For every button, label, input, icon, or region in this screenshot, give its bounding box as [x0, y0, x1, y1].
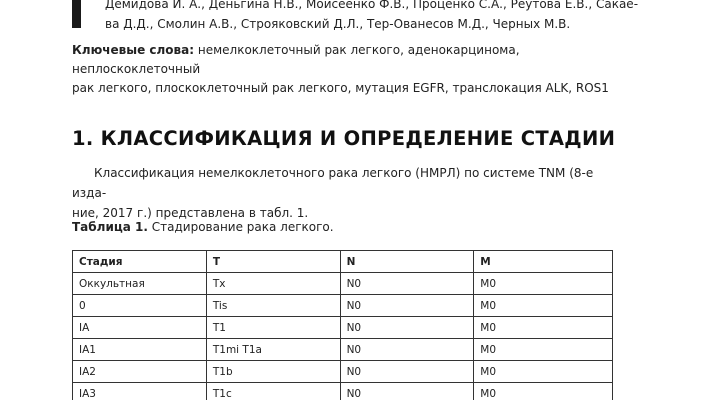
- table-header-row: [73, 251, 613, 273]
- cell-n: N0: [340, 273, 474, 295]
- paragraph-line-1: Классификация немелкоклеточного рака легкого (НМРЛ) по системе TNM (8-е изда-: [72, 166, 594, 200]
- cell-t: T1b: [206, 361, 340, 383]
- cell-n: N0: [340, 383, 474, 400]
- cell-stage: 0: [73, 295, 207, 317]
- cell-t: T1mi T1a: [206, 339, 340, 361]
- author-line-1: Демидова И. А., Деньгина Н.В., Моисеенко Ф.В., Проценко С.А., Реутова Е.В., Сакае-: [105, 0, 639, 11]
- table-row: [73, 295, 613, 317]
- cell-stage: IA: [73, 317, 207, 339]
- section-heading: 1. КЛАССИФИКАЦИЯ И ОПРЕДЕЛЕНИЕ СТАДИИ: [72, 127, 616, 150]
- table-row: [73, 339, 613, 361]
- cell-m: M0: [474, 273, 613, 295]
- table-row: [73, 361, 613, 383]
- header-m: M: [474, 251, 613, 273]
- author-list: [105, 0, 639, 34]
- table-caption-label: Таблица 1.: [72, 220, 148, 234]
- keywords-block: [72, 41, 616, 98]
- keywords-label: Ключевые слова:: [72, 43, 195, 57]
- author-line-2: ва Д.Д., Смолин А.В., Строяковский Д.Л., Тер-Ованесов М.Д., Черных М.В.: [105, 17, 571, 31]
- table-row: [73, 317, 613, 339]
- cell-m: M0: [474, 295, 613, 317]
- header-t: T: [206, 251, 340, 273]
- table-row: [73, 383, 613, 400]
- keywords-line-2: рак легкого, плоскоклеточный рак легкого, мутация EGFR, транслокация ALK, ROS1: [72, 81, 609, 95]
- cell-m: M0: [474, 317, 613, 339]
- cell-stage: IA2: [73, 361, 207, 383]
- cell-n: N0: [340, 317, 474, 339]
- cell-m: M0: [474, 383, 613, 400]
- keywords-line-1: немелкоклеточный рак легкого, аденокарцинома, неплоскоклеточный: [72, 43, 520, 76]
- table-caption-text: Стадирование рака легкого.: [147, 220, 334, 234]
- cell-n: N0: [340, 295, 474, 317]
- staging-table: [72, 250, 613, 400]
- cell-t: T1: [206, 317, 340, 339]
- paragraph-line-2: ние, 2017 г.) представлена в табл. 1.: [72, 206, 309, 220]
- cell-n: N0: [340, 361, 474, 383]
- cell-stage: IA3: [73, 383, 207, 400]
- cell-m: M0: [474, 361, 613, 383]
- cell-t: Tx: [206, 273, 340, 295]
- cell-t: Tis: [206, 295, 340, 317]
- header-n: N: [340, 251, 474, 273]
- cell-stage: IA1: [73, 339, 207, 361]
- header-stage: Стадия: [73, 251, 207, 273]
- section-marker-bar: [72, 0, 81, 28]
- cell-n: N0: [340, 339, 474, 361]
- cell-stage: Оккультная: [73, 273, 207, 295]
- table-caption: [72, 220, 334, 234]
- cell-m: M0: [474, 339, 613, 361]
- body-paragraph: [72, 163, 615, 223]
- cell-t: T1c: [206, 383, 340, 400]
- table-row: [73, 273, 613, 295]
